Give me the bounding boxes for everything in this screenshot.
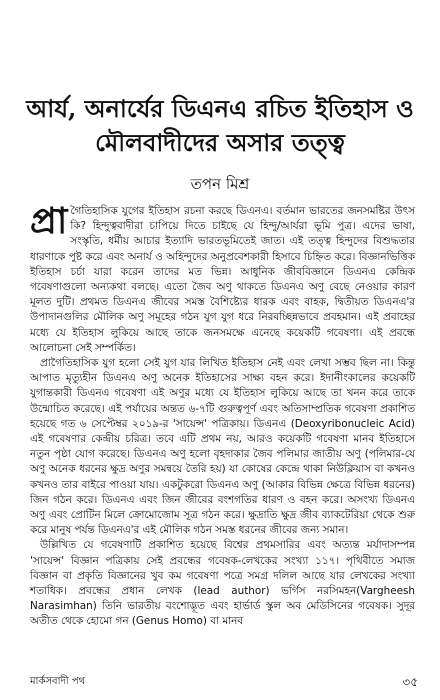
journal-name: মার্কসবাদী পথ (30, 676, 86, 687)
article-body (30, 200, 415, 630)
author-name: তপন মিশ্র (190, 175, 250, 193)
page-footer (0, 674, 440, 694)
article-title: আর্য, অনার্যের ডিএনএ রচিত ইতিহাস ও মৌলবাদীদের অসার তত্ত্ব (26, 94, 414, 157)
drop-cap: প্রা (30, 200, 68, 242)
paragraph-3: উল্লিখিত যে গবেষণাটি প্রকাশিত হয়েছে বিশ্বের প্রথমসারির এবং অত্যন্ত মর্যাদাসম্পন্ন 'সায়েন্স' বিজ্ঞান পত্রিকায় সেই প্রবন্ধের গবেষক-লেখকের সংখ্যা ১১৭। পৃথিবীতে সমাজ বিজ্ঞান বা প্রকৃতি বিজ্ঞানের খুব কম গবেষণা পত্রে সমগ্র দলিল আছে যার লেখকের সংখ্যা শতাধিক। প্রবন্ধের প্রধান লেখক (lead author) ভর্গিস নরসিমহন(Vargheesh Narasimhan) তিনি ভারতীয় বংশোদ্ভূত এবং হার্ভার্ড স্কুল অব মেডিসিনের গবেষক। সুদূর অতীত থেকে হোমো গন (Genus Homo) বা মানব (30, 539, 415, 628)
paragraph-1-text: গৈতিহাসিক যুগের ইতিহাস রচনা করছে ডিএনএ। বর্তমান ভারতের জনসমষ্টির উৎস কি? হিন্দুত্ববাদীরা চাপিয়ে দিতে চাইছে যে হিন্দু/আর্যরা ভূমি পুত্র। এদের ভাষা, সংস্কৃতি, ধর্মীয় আচার ইত্যাদি ভারতভূমিতেই জাত। এই তত্ত্ব হিন্দুদের বিশুদ্ধতার ধারণাকে পুষ্ট করে এবং অনার্য ও অহিন্দুদের অনুপ্রবেশকারী হিসাবে চিহ্নিত করে। বিজ্ঞানভিত্তিক ইতিহাস চর্চা যারা করেন তাদের মত ভিন্ন। আধুনিক জীববিজ্ঞানে ডিএনএ কেন্দ্রিক গবেষণাগুলো অন্যকথা বলছে। এতো জৈব অণু থাকতে ডিএনএ অণু বেছে নেওয়ার কারণ মূলত দুটি। প্রথমত ডিএনএ জীবের সমস্ত বৈশিষ্ট্যের ধারক এবং বাহক, দ্বিতীয়ত ডিএনএ'র উপাদানগুলির মৌলিক অণু সমূহের গঠন যুগ যুগ ধরে নিরবচ্ছিন্নভাবে প্রবহমান। এই প্রবাহের মধ্যে যে ইতিহাস লুকিয়ে আছে তাকে জনসমক্ষে এনেছে কয়েকটি গবেষণা। এই প্রবন্ধে আলোচনা সেই সম্পর্কিত। (30, 205, 415, 354)
paragraph-2: প্রাগৈতিহাসিক যুগ হলো সেই যুগ যার লিখিত ইতিহাস নেই এবং লেখা সম্ভব ছিল না। কিন্তু আপাত মৃত্যুহীন ডিএনএ অণু অনেক ইতিহাসের সাক্ষ্য বহন করে। ইদানীংকালের কয়েকটি যুগান্তকারী ডিএনএ গবেষণা এই অণুর মধ্যে যে ইতিহাস লুকিয়ে আছে তা খনন করে তাকে উন্মোচিত করেছে। এই পর্যায়ের অন্তত ৬-৭টি গুরুত্বপূর্ণ এবং অতিসাম্প্রতিক গবেষণা প্রকাশিত হয়েছে গত ৬ সেপ্টেম্বর ২০১৯-র 'সায়েন্স' পত্রিকায়। ডিএনএ (Deoxyribonucleic Acid) এই গবেষণার কেন্দ্রীয় চরিত্র। তবে এটি প্রথম নয়, আরও কয়েকটি গবেষণা মানব ইতিহাসে নতুন পৃষ্ঠা যোগ করেছে। ডিএনএ অণু হলো বৃহদাকার জৈব পলিমার জাতীয় অণু (পলিমার-যে অণু অনেক ধরনের ক্ষুদ্র অণুর সমন্বয়ে তৈরি হয়) যা কোষের কেন্দ্রে থাকা নিউক্লিয়াস বা কখনও কখনও তার বাইরে পাওয়া যায়। একটুকরো ডিএনএ অণু (আকার বিভিন্ন ক্ষেত্রে বিভিন্ন ধরনের) জিন গঠন করে। ডিএনএ এবং জিন জীবের বংশগতির ধারণ ও বহন করে। অসংখ্য ডিএনএ অণু এবং প্রোটিন মিলে ক্রোমোজোম সূত্র গঠন করে। ক্ষুদ্রাতি ক্ষুদ্র জীব ব্যাকটেরিয়া থেকে শুরু করে মানুষ পর্যন্ত ডিএনএ'র এই মৌলিক গঠন সমস্ত ধরনের জীবের জন্য সমান। (30, 357, 415, 537)
paragraph-1 (30, 200, 415, 356)
page-number: ৩৫ (402, 675, 418, 689)
